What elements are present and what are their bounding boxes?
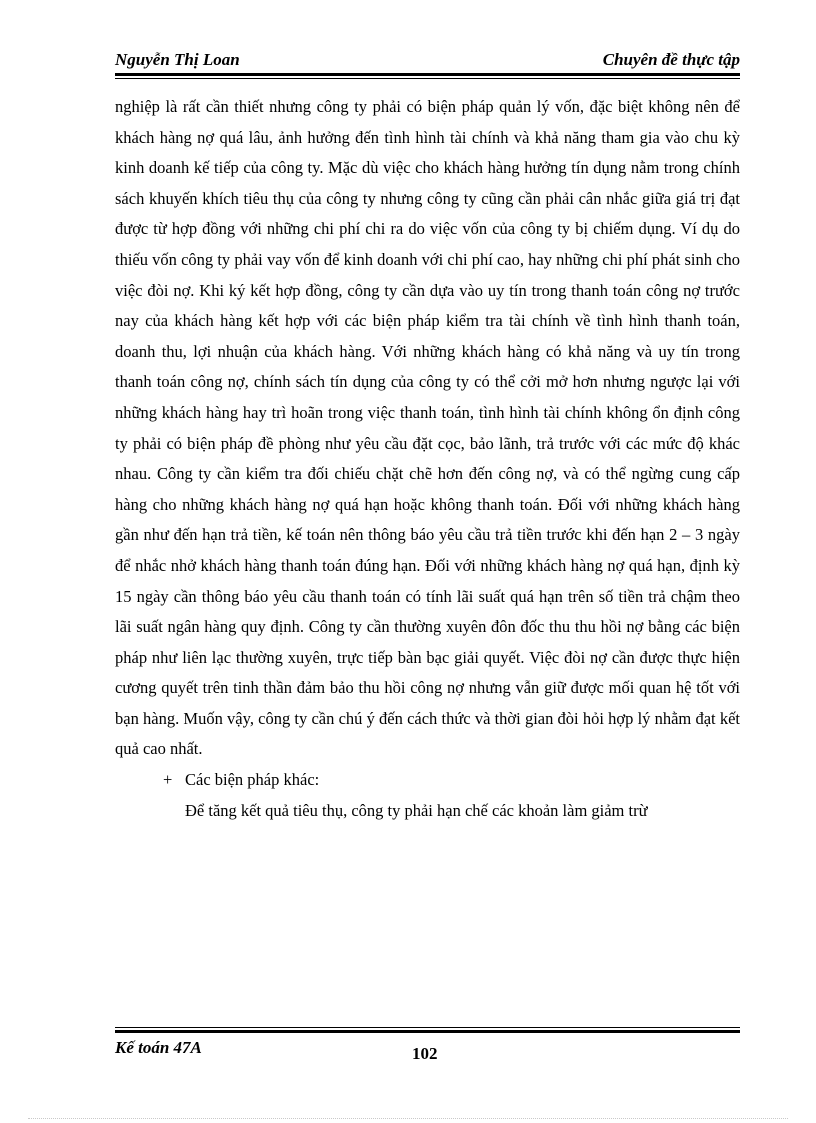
header-author: Nguyễn Thị Loan (115, 50, 240, 69)
body-text (115, 92, 740, 826)
header-topic: Chuyên đề thực tập (602, 50, 740, 69)
footer-label: Kế toán 47A (115, 1038, 202, 1057)
header-rule-thin (115, 78, 740, 79)
footer-rule-thin (115, 1027, 740, 1028)
bullet-mark: + (163, 770, 173, 790)
body-paragraph: nghiệp là rất cần thiết nhưng công ty phải có biện pháp quản lý vốn, đặc biệt không nên để khách hàng nợ quá lâu, ảnh hưởng đến tình hình tài chính và khả năng tham gia vào chu kỳ kinh doanh kế tiếp của công ty. Mặc dù việc cho khách hàng hưởng tín dụng nằm trong chính sách khuyến khích tiêu thụ của công ty nhưng công ty cũng cần phải cân nhắc giữa giá trị đạt được từ hợp đồng với những chi phí chi ra do việc vốn của công ty bị chiếm dụng. Ví dụ do thiếu vốn công ty phải vay vốn để kinh doanh với chi phí cao, hay những chi phí phát sinh cho việc đòi nợ. Khi ký kết hợp đồng, công ty cần dựa vào uy tín trong thanh toán công nợ trước nay của khách hàng kết hợp với các biện pháp kiểm tra tài chính về tình hình thanh toán, doanh thu, lợi nhuận của khách hàng. Với những khách hàng có khả năng và uy tín trong thanh toán công nợ, chính sách tín dụng của công ty có thể cởi mở hơn nhưng ngược lại với những khách hàng hay trì hoãn trong việc thanh toán, tình hình tài chính không ổn định công ty phải có biện pháp đề phòng như yêu cầu đặt cọc, bảo lãnh, trả trước với các mức độ khác nhau. Công ty cần kiểm tra đối chiếu chặt chẽ hơn đến công nợ, và có thể ngừng cung cấp hàng cho những khách hàng nợ quá hạn hoặc không thanh toán. Đối với những khách hàng gần như đến hạn trả tiền, kế toán nên thông báo yêu cầu trả tiền trước khi đến hạn 2 – 3 ngày để nhắc nhở khách hàng thanh toán đúng hạn. Đối với những khách hàng nợ quá hạn, định kỳ 15 ngày cần thông báo yêu cầu thanh toán có tính lãi suất quá hạn trên số tiền trả chậm theo lãi suất ngân hàng quy định. Công ty cần thường xuyên đôn đốc thu thu hồi nợ bằng các biện pháp như liên lạc thường xuyên, trực tiếp bàn bạc giải quyết. Việc đòi nợ cần được thực hiện cương quyết trên tinh thần đảm bảo thu hồi công nợ nhưng vẫn giữ được mối quan hệ tốt với bạn hàng. Muốn vậy, công ty cần chú ý đến cách thức và thời gian đòi hỏi hợp lý nhằm đạt kết quả cao nhất. (115, 97, 740, 759)
page-edge-divider (28, 1118, 788, 1119)
indented-line: Để tăng kết quả tiêu thụ, công ty phải hạn chế các khoản làm giảm trừ (185, 800, 648, 820)
footer-rule-thick (115, 1030, 740, 1033)
header-rule-thick (115, 73, 740, 76)
page-header (115, 48, 740, 72)
bullet-text: Các biện pháp khác: (185, 770, 320, 790)
bullet-item (115, 765, 740, 796)
page-number: 102 (412, 1044, 438, 1063)
